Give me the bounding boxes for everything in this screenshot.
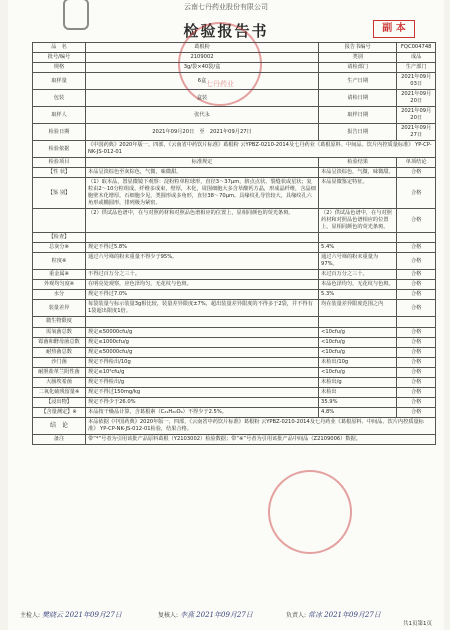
requester-value: 生产部门: [397, 63, 436, 73]
reviewer-label: 复核人:: [158, 612, 179, 619]
prod-date-label: 生产日期: [319, 73, 397, 90]
report-no-label: 报告书编号: [319, 43, 397, 53]
manager-label: 负责人:: [286, 612, 307, 619]
row-result: [319, 233, 397, 243]
result-row: [33, 337, 436, 347]
company-name: 云南七丹药业股份有限公司: [184, 3, 268, 11]
row-result: <10cfu/g: [319, 337, 397, 347]
row-standard: 规定≤50000cfu/g: [86, 327, 319, 337]
row-item: 【浸出物】: [33, 397, 86, 407]
row-standard: 规定不得过5.8%: [86, 243, 319, 253]
row-item: 粒度※: [33, 253, 86, 270]
remark-label: 备注: [33, 434, 86, 444]
category-value: 成品: [397, 53, 436, 63]
row-item: 【性 状】: [33, 168, 86, 178]
row-result: 均在装量差异限度范围之内: [319, 300, 397, 317]
row-standard: 规定不得检出/g: [86, 377, 319, 387]
report-date-label: 报告日期: [319, 124, 397, 141]
row-verdict: 合格: [397, 178, 436, 209]
row-standard: 本品呈淡棕色至灰棕色，气微，味微甜。: [86, 168, 319, 178]
row-standard: 规定≤1000cfu/g: [86, 337, 319, 347]
row-item: [33, 209, 86, 233]
row-item: 二氧化硫残留量※: [33, 387, 86, 397]
row-item: 需氧菌总数: [33, 327, 86, 337]
row-verdict: 合格: [397, 270, 436, 280]
result-row: [33, 209, 436, 233]
row-result: 35.9%: [319, 397, 397, 407]
row-item: 耐热菌总数: [33, 347, 86, 357]
row-item: 重金属※: [33, 270, 86, 280]
result-row: [33, 377, 436, 387]
supervisor-name: 樊晓云 2021年09月27日: [41, 611, 122, 619]
report-paper: [8, 0, 444, 630]
row-standard: 规定不得检出/10g: [86, 357, 319, 367]
row-standard: [86, 233, 319, 243]
row-result: 本品色泽均匀，无花纹与色斑。: [319, 280, 397, 290]
result-row: [33, 317, 436, 327]
remark-text: 带“*”号者为引用该批产品原料葛根（Y2103002）检验数据；带“※”号者为引用该批产品中间品（Z2109006）数据。: [86, 434, 436, 444]
row-verdict: 合格: [397, 387, 436, 397]
row-verdict: [397, 233, 436, 243]
row-verdict: 合格: [397, 347, 436, 357]
sample-date-label: 取样日期: [319, 107, 397, 124]
row-standard: 规定≤50000cfu/g: [86, 347, 319, 357]
row-result: <10cfu/g: [319, 367, 397, 377]
row-result: （2）供试品色谱中，在与对照药材和对照品色谱相应的位置上，显相同颜色的荧光条斑。: [319, 209, 397, 233]
result-row: [33, 233, 436, 243]
row-verdict: 合格: [397, 397, 436, 407]
spec-label: 规格: [33, 63, 86, 73]
basis-label: 检验依据: [33, 141, 86, 158]
row-standard: （1）取本品，置显微镜下观察：淀粉粒单粒球形，直径3～37μm，脐点点状、裂缝状或星状；复粒由2～10分粒组成。纤维多成束，壁厚，木化，周围细胞大多含草酸钙方晶，形成晶纤维，含晶细胞壁木化增厚。石细胞少见，类圆形或多角形，直径38～70μm。具缘纹孔导管较大，具缘纹孔六角形或椭圆形，排列极为紧密。: [86, 178, 319, 209]
row-verdict: 合格: [397, 253, 436, 270]
row-result: 4.8%: [319, 407, 397, 417]
report-date-value: 2021年09月27日: [397, 124, 436, 141]
row-standard: 不得过百万分之三十。: [86, 270, 319, 280]
result-row: [33, 253, 436, 270]
row-result: 本品显微鉴定特征。: [319, 178, 397, 209]
row-standard: 规定不得过150mg/kg: [86, 387, 319, 397]
row-item: 耐胆盐革兰阴性菌: [33, 367, 86, 377]
product-value: 葛根粉: [86, 43, 319, 53]
row-item: 【含量测定】※: [33, 407, 86, 417]
row-result: 未检出/10g: [319, 357, 397, 367]
row-result: <10cfu/g: [319, 327, 397, 337]
sample-label: 取样量: [33, 73, 86, 90]
row-result: 未检出: [319, 387, 397, 397]
row-item: 沙门菌: [33, 357, 86, 367]
row-verdict: 合格: [397, 357, 436, 367]
pack-label: 包装: [33, 90, 86, 107]
test-date-value: 2021年09月20日 至 2021年09月27日: [86, 124, 319, 141]
col-item-header: 检验项目: [33, 158, 86, 168]
row-verdict: 合格: [397, 280, 436, 290]
row-item: 微生物限度: [33, 317, 86, 327]
manager-name: 常冰 2021年09月27日: [307, 611, 381, 619]
col-verdict-header: 单项结论: [397, 158, 436, 168]
product-label: 品 名: [33, 43, 86, 53]
row-result: 通过六号筛的粉末重量为97%。: [319, 253, 397, 270]
row-result: 5.4%: [319, 243, 397, 253]
result-row: [33, 270, 436, 280]
row-standard: 规定≤10²cfu/g: [86, 367, 319, 377]
result-row: [33, 178, 436, 209]
row-verdict: 合格: [397, 367, 436, 377]
row-item: 【鉴 别】: [33, 178, 86, 209]
conclusion-label: 结 论: [33, 417, 86, 434]
row-verdict: 合格: [397, 337, 436, 347]
row-standard: 每袋装量与标示装量3g相比较，装量差异限度±7%，超出装量差异限度的不得多于2袋，并不得有1袋超出限度1倍。: [86, 300, 319, 317]
row-result: <10cfu/g: [319, 347, 397, 357]
row-result: 未过百万分之三十。: [319, 270, 397, 280]
result-row: [33, 168, 436, 178]
conclusion-text: 本品依据《中国药典》2020年版一、四部，《云南省中药饮片标准》葛根粉 云YPBZ-0210-2014及七丹药业《葛根原料、中间品、饮片内控质量标准》 YP-CP-NK-JS-012-01检验，结果合格。: [86, 417, 436, 434]
row-standard: 在明亮处观察，应色泽均匀，无花纹与色斑。: [86, 280, 319, 290]
pack-value: 盒装: [86, 90, 319, 107]
batch-label: 批号/编号: [33, 53, 86, 63]
row-verdict: 合格: [397, 290, 436, 300]
row-item: 总灰分※: [33, 243, 86, 253]
row-standard: 本品按干燥品计算，含葛根素（C₂₁H₂₀O₉）不得少于2.5%。: [86, 407, 319, 417]
spec-value: 3g/袋×40袋/盒: [86, 63, 319, 73]
batch-value: 2109002: [86, 53, 319, 63]
row-item: 大肠埃希菌: [33, 377, 86, 387]
row-verdict: 合格: [397, 327, 436, 337]
result-row: [33, 280, 436, 290]
reviewer-name: 李燕 2021年09月27日: [179, 611, 253, 619]
result-row: [33, 367, 436, 377]
supervisor-label: 主检人:: [20, 612, 41, 619]
req-date-label: 请检日期: [319, 90, 397, 107]
row-item: 装量差异: [33, 300, 86, 317]
row-standard: 通过六号筛的粉末重量不得少于95%。: [86, 253, 319, 270]
row-result: 未检出/g: [319, 377, 397, 387]
sample-date-value: 2021年09月20日: [397, 107, 436, 124]
col-result-header: 检验结果: [319, 158, 397, 168]
result-row: [33, 300, 436, 317]
row-verdict: 合格: [397, 377, 436, 387]
copy-stamp: 副 本: [373, 20, 415, 38]
row-result: [319, 317, 397, 327]
row-verdict: [397, 317, 436, 327]
row-verdict: 合格: [397, 300, 436, 317]
requester-label: 请检部门: [319, 63, 397, 73]
result-row: [33, 347, 436, 357]
report-table: [32, 42, 436, 445]
result-row: [33, 397, 436, 407]
category-label: 类别: [319, 53, 397, 63]
manager-signature: [286, 610, 381, 620]
reviewer-signature: [158, 610, 253, 620]
row-verdict: 合格: [397, 243, 436, 253]
req-date-value: 2021年09月20日: [397, 90, 436, 107]
row-item: 霉菌和酵母菌总数: [33, 337, 86, 347]
row-standard: 规定不得过7.0%: [86, 290, 319, 300]
supervisor-signature: [20, 610, 122, 620]
report-no-value: FQC004748: [397, 43, 436, 53]
prod-date-value: 2021年09月03日: [397, 73, 436, 90]
row-verdict: 合格: [397, 209, 436, 233]
result-row: [33, 327, 436, 337]
page-number: 共1页第1页: [403, 621, 432, 627]
result-row: [33, 243, 436, 253]
row-item: 水分: [33, 290, 86, 300]
row-standard: [86, 317, 319, 327]
test-date-label: 检验日期: [33, 124, 86, 141]
sampler-value: 张代永: [86, 107, 319, 124]
result-row: [33, 357, 436, 367]
qc-seal: [268, 470, 352, 554]
row-item: 外观均匀度※: [33, 280, 86, 290]
row-result: 5.3%: [319, 290, 397, 300]
result-row: [33, 290, 436, 300]
row-result: 本品呈淡棕色，气微，味微甜。: [319, 168, 397, 178]
company-seal: 七丹药业: [178, 22, 262, 106]
row-verdict: 合格: [397, 168, 436, 178]
row-verdict: 合格: [397, 407, 436, 417]
row-item: 【检查】: [33, 233, 86, 243]
sample-value: 6盒: [86, 73, 319, 90]
col-standard-header: 标准规定: [86, 158, 319, 168]
basis-value: 《中国药典》2020年版一、四部，《云南省中药饮片标准》葛根粉 云YPBZ-0210-2014及七丹药业《葛根原料、中间品、饮片内控质量标准》 YP-CP-NK-JS-012-01: [86, 141, 436, 158]
result-row: [33, 407, 436, 417]
result-row: [33, 387, 436, 397]
row-standard: （2）供试品色谱中，在与对照药材和对照品色谱相应的位置上，显相同颜色的荧光条斑。: [86, 209, 319, 233]
sampler-label: 取样人: [33, 107, 86, 124]
row-standard: 规定不得少于26.0%: [86, 397, 319, 407]
report-title: 检验报告书: [183, 22, 269, 40]
